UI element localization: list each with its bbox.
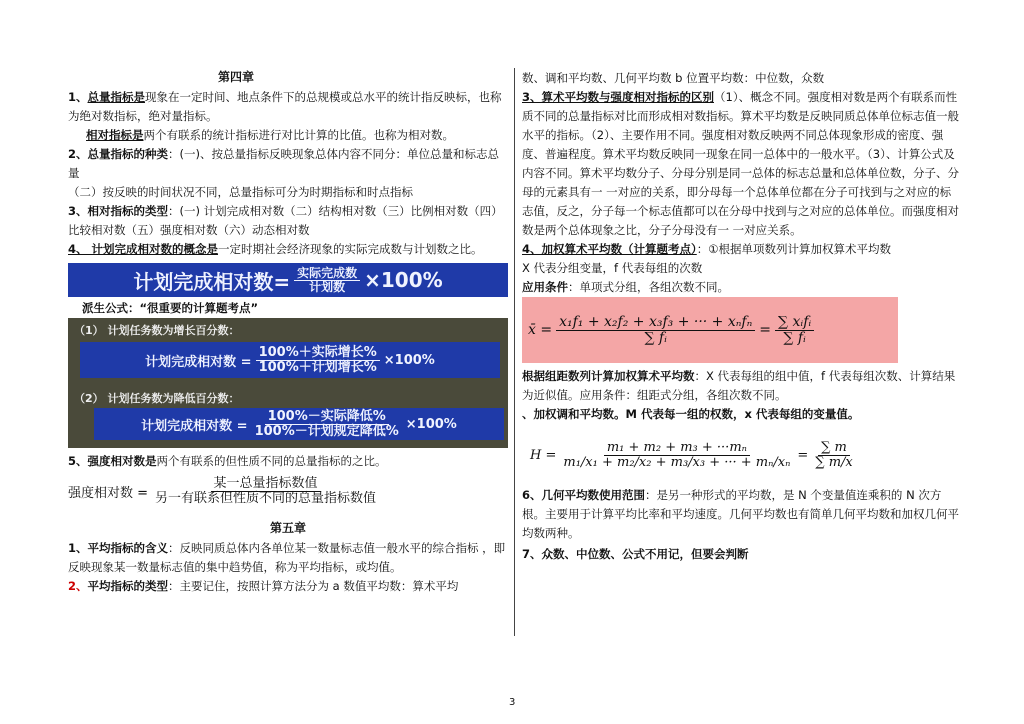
formula-harmonic-mean: H = $\frac{\text{m₁ + m₂ + m₃ + ···mₙ}}{\text{m₁/x₁ + m₂/x₂ + m₃/x₃ + ··· + mₙ/xₙ}}$ = $\frac{\sum m}{\sum m/x}$ bbox=[530, 439, 853, 470]
para-weighted-mean-cond: 应用条件：单项式分组，各组次数不同。 bbox=[522, 280, 729, 294]
para-weighted-mean: 4、加权算术平均数（计算题考点）：①根据单项数列计算加权算术平均数 bbox=[522, 242, 892, 256]
chapter5-title: 第五章 bbox=[269, 521, 306, 536]
para-average-meaning: 1、平均指标的含义：反映同质总体内各单位某一数量标志值一般水平的综合指标 ，即反映现象某一数量标志值的集中趋势值，称为平均指标，或均值。 bbox=[68, 541, 506, 575]
para-total-types-2: （二）按反映的时间状况不同，总量指标可分为时期指标和时点指标 bbox=[68, 185, 413, 199]
para-relative-indicator: 相对指标是两个有联系的统计指标进行对比计算的比值。也称为相对数。 bbox=[86, 128, 454, 142]
derived-formula-increase-panel bbox=[68, 318, 508, 386]
para-geometric-mean: 6、几何平均数使用范围：是另一种形式的平均数，是 N 个变量值连乘积的 N 次方根。主要用于计算平均比率和平均速度。几何平均数也有简单几何平均数和加权几何平均数两种。 bbox=[522, 488, 959, 540]
para-plan-completion: 4、 计划完成相对数的概念是一定时期社会经济现象的实际完成数与计划数之比。 bbox=[68, 242, 483, 256]
para-mean-vs-intensity: 3、算术平均数与强度相对指标的区别（1）、概念不同。强度相对数是两个有联系而性质不同的总量指标对比而形成相对数指标。算术平均数是反映同质总体单位标志值一般水平的指标。（2）、主要作用不同。强度相对数反映两不同总体现象形成的密度、强度、普遍程度。算术平均数反映同一现象在同一总体中的一般水平。（3）、计算公式及内容不同。算术平均数分子、分母分别是同一总体的标志总量和总体单位数，分子、分母的元素具有一 一对应的关系，即分母每一个总体单位都在分子可找到与之对应的标志值，反之，分子每一个标志值都可以在分母中找到与之对应的总体单位。而强度相对数是两个总体现象之比，分子分母没有一 一对应关系。 bbox=[522, 90, 959, 237]
left-column bbox=[68, 66, 508, 596]
derived-formula-decrease-panel bbox=[68, 386, 508, 448]
para-relative-types: 3、相对指标的类型：(一) 计划完成相对数（二）结构相对数（三）比例相对数（四）比较相对数（五）强度相对数（六）动态相对数 bbox=[68, 204, 503, 237]
para-total-types: 2、总量指标的种类：(一)、按总量指标反映现象总体内容不同分：单位总量和标志总量 bbox=[68, 147, 499, 180]
case-increase-label: （1） 计划任务数为增长百分数： bbox=[74, 324, 240, 337]
para-total-indicator: 1、总量指标是现象在一定时间、地点条件下的总规模或总水平的统计指反映标，也称为绝对数指标，绝对量指标。 bbox=[68, 90, 502, 123]
para-harmonic-mean: 、加权调和平均数。M 代表每一组的权数，x 代表每组的变量值。 bbox=[522, 407, 860, 421]
chapter4-title: 第四章 bbox=[218, 70, 255, 84]
derived-formula-label: 派生公式：“很重要的计算题考点” bbox=[82, 301, 259, 315]
formula-increase: 计划完成相对数 = $\frac{\text{100\%＋实际增长\%}}{\text{100\%＋计划增长\%}}$ ×100% bbox=[80, 342, 500, 378]
column-divider bbox=[514, 68, 515, 636]
formula-decrease: 计划完成相对数 = $\frac{\text{100\%－实际降低\%}}{\text{100\%－计划规定降低\%}}$ ×100% bbox=[94, 408, 504, 440]
formula-weighted-mean: x̄ = $\frac{\text{x₁f₁ + x₂f₂ + x₃f₃ + ··· + xₙfₙ}}{\text{∑ fᵢ}}$ = $\frac{\text{∑ xᵢfᵢ}}{\text{∑ fᵢ}}$ bbox=[522, 297, 898, 363]
para-grouped-mean: 根据组距数列计算加权算术平均数：X 代表每组的组中值，f 代表每组次数、计算结果为近似值。应用条件：组距式分组，各组次数不同。 bbox=[522, 369, 956, 402]
formula-plan-completion: 计划完成相对数= $\frac{\text{实际完成数}}{\text{计划数}}$ ×100% bbox=[68, 263, 508, 297]
para-intensity: 5、强度相对数是两个有联系的但性质不同的总量指标的之比。 bbox=[68, 454, 387, 468]
right-column bbox=[522, 66, 962, 564]
para-average-types: 2、平均指标的类型：主要记住，按照计算方法分为 a 数值平均数：算术平均 bbox=[68, 579, 459, 594]
case-decrease-label: （2） 计划任务数为降低百分数： bbox=[74, 392, 240, 405]
para-weighted-mean-vars: X 代表分组变量，f 代表每组的次数 bbox=[522, 261, 703, 275]
page-number: 3 bbox=[509, 697, 516, 708]
para-average-types-cont: 数、调和平均数、几何平均数 b 位置平均数：中位数，众数 bbox=[522, 71, 825, 85]
formula-intensity: 强度相对数 = $\frac{\text{某一总量指标数值}}{\text{另一有联系但性质不同的总量指标数值}}$ bbox=[68, 476, 377, 506]
para-mode-median: 7、众数、中位数、公式不用记，但要会判断 bbox=[522, 547, 749, 561]
